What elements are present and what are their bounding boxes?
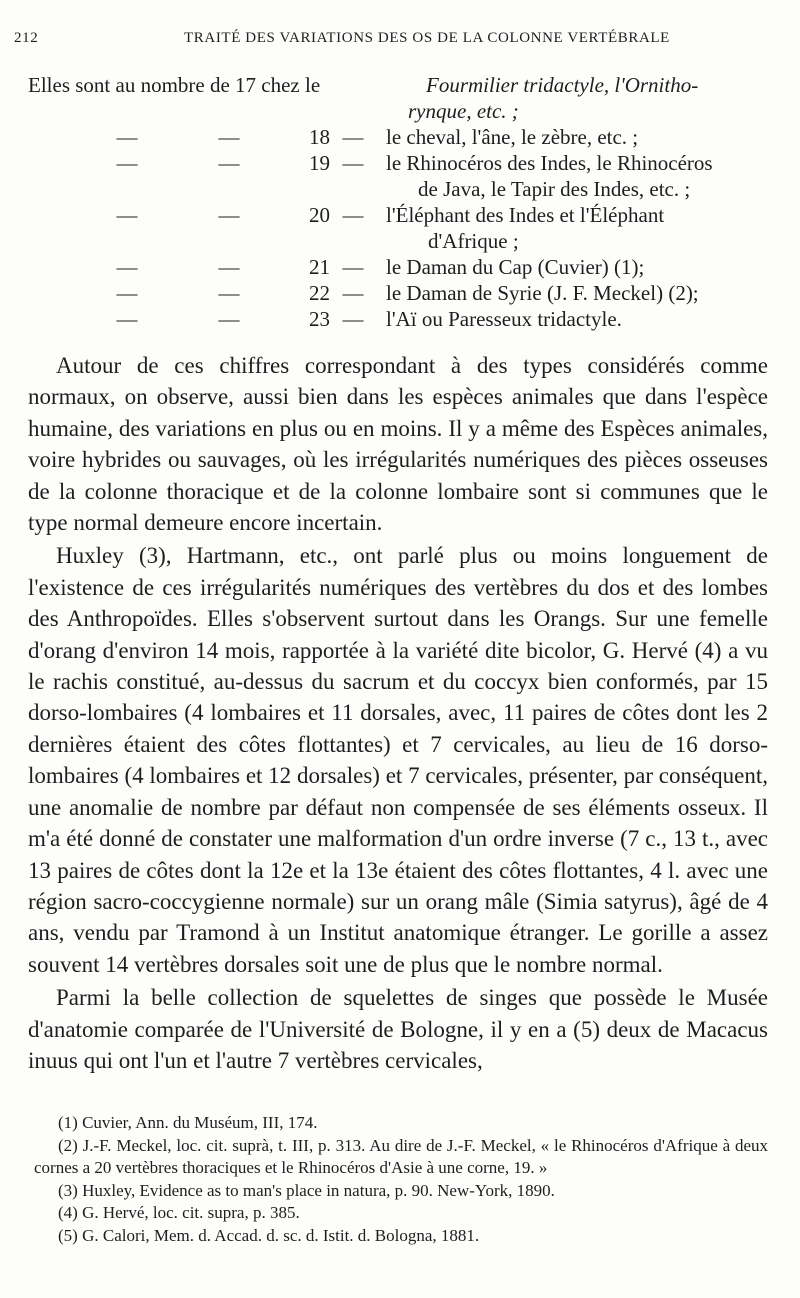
vertebra-count: 20 xyxy=(309,203,330,227)
paragraph: Huxley (3), Hartmann, etc., ont parlé plus ou moins longuement de l'existence de ces irrégularités numériques des vertèbres du dos et des lombes des Anthropoïdes. Elles s'observent surtout dans les Orangs. Sur une femelle d'orang d'environ 14 mois, rapportée à la variété dite bicolor, G. Hervé (4) a vu le rachis constitué, au-dessus du sacrum et du coccyx bien conformés, par 15 dorso-lombaires (4 lombaires et 11 dorsales, avec, 11 paires de côtes dont les 2 dernières étaient des côtes flottantes) et 7 cervicales, au lieu de 16 dorso-lombaires (4 lombaires et 12 dorsales) et 7 cervicales, présenter, par conséquent, une anomalie de nombre par défaut non compensée de ses éléments osseux. Il m'a été donné de constater une malformation d'un ordre inverse (7 c., 13 t., avec 13 paires de côtes dont la 12e et la 13e étaient des côtes flottantes, 4 l. avec une région sacro-coccygienne normale) sur un orang mâle (Simia satyrus), âgé de 4 ans, vendu par Tramond à un Institut anatomique étranger. Le gorille a assez souvent 14 vertèbres dorsales soit une de plus que le nombre normal. xyxy=(28,543,768,977)
table-row: — — 19 — le Rhinocéros des Indes, le Rhinocéros xyxy=(28,150,768,176)
footnote: (4) G. Hervé, loc. cit. supra, p. 385. xyxy=(58,1203,300,1222)
table-row: — — 22 — le Daman de Syrie (J. F. Meckel) (2); xyxy=(28,280,768,306)
species-text: le Daman de Syrie (J. F. Meckel) (2); xyxy=(386,281,699,305)
vertebra-count: 21 xyxy=(309,255,330,279)
footnote: (1) Cuvier, Ann. du Muséum, III, 174. xyxy=(58,1113,318,1132)
footnote: (3) Huxley, Evidence as to man's place in natura, p. 90. New-York, 1890. xyxy=(58,1180,555,1200)
table-row xyxy=(28,72,768,98)
table-intro: Elles sont au nombre de 17 chez le xyxy=(28,73,321,97)
vertebra-count: 22 xyxy=(309,281,330,305)
table-row-continuation: d'Afrique ; xyxy=(428,229,519,253)
table-row: — — 18 — le cheval, l'âne, le zèbre, etc. ; xyxy=(28,124,768,150)
species-text: le Rhinocéros des Indes, le Rhinocéros xyxy=(386,151,713,175)
table-row: — — 20 — l'Éléphant des Indes et l'Éléphant xyxy=(28,202,768,228)
vertebra-count: 23 xyxy=(309,307,330,331)
table-row-text: Fourmilier tridactyle, l'Ornitho- xyxy=(426,73,699,97)
footnote: (5) G. Calori, Mem. d. Accad. d. sc. d. Istit. d. Bologna, 1881. xyxy=(58,1225,480,1245)
running-title: TRAITÉ DES VARIATIONS DES OS DE LA COLONNE VERTÉBRALE xyxy=(184,30,670,46)
table-row: — — 21 — le Daman du Cap (Cuvier) (1); xyxy=(28,254,768,280)
table-row-continuation: rynque, etc. ; xyxy=(408,99,519,123)
paragraph: Parmi la belle collection de squelettes de singes que possède le Musée d'anatomie comparée de l'Université de Bologne, il y en a (5) deux de Macacus inuus qui ont l'un et l'autre 7 vertèbres cervicales, xyxy=(28,985,768,1073)
main-text xyxy=(28,350,768,1076)
vertebrae-count-table xyxy=(28,72,768,332)
vertebra-count: 19 xyxy=(309,151,330,175)
species-text: le Daman du Cap (Cuvier) (1); xyxy=(386,255,645,279)
footnote: (2) J.-F. Meckel, loc. cit. suprà, t. III, p. 313. Au dire de J.-F. Meckel, « le Rhinocéros d'Afrique à deux cornes a 20 vertèbres thoraciques et le Rhinocéros d'Asie à une corne, 19. » xyxy=(34,1135,768,1177)
paragraph: Autour de ces chiffres correspondant à des types considérés comme normaux, on observe, aussi bien dans les espèces animales que dans l'espèce humaine, des variations en plus ou en moins. Il y a même des Espèces animales, voire hybrides ou sauvages, où les irrégularités numériques des pièces osseuses de la colonne thoracique et de la colonne lombaire sont si communes que le type normal demeure encore incertain. xyxy=(28,353,768,536)
species-text: l'Aï ou Paresseux tridactyle. xyxy=(386,307,622,331)
page-number: 212 xyxy=(14,30,39,46)
vertebra-count: 18 xyxy=(309,125,330,149)
table-row-continuation: de Java, le Tapir des Indes, etc. ; xyxy=(418,177,691,201)
table-row: — — 23 — l'Aï ou Paresseux tridactyle. xyxy=(28,306,768,332)
footnotes xyxy=(34,1112,768,1247)
species-text: le cheval, l'âne, le zèbre, etc. ; xyxy=(386,125,639,149)
species-text: l'Éléphant des Indes et l'Éléphant xyxy=(386,203,665,227)
